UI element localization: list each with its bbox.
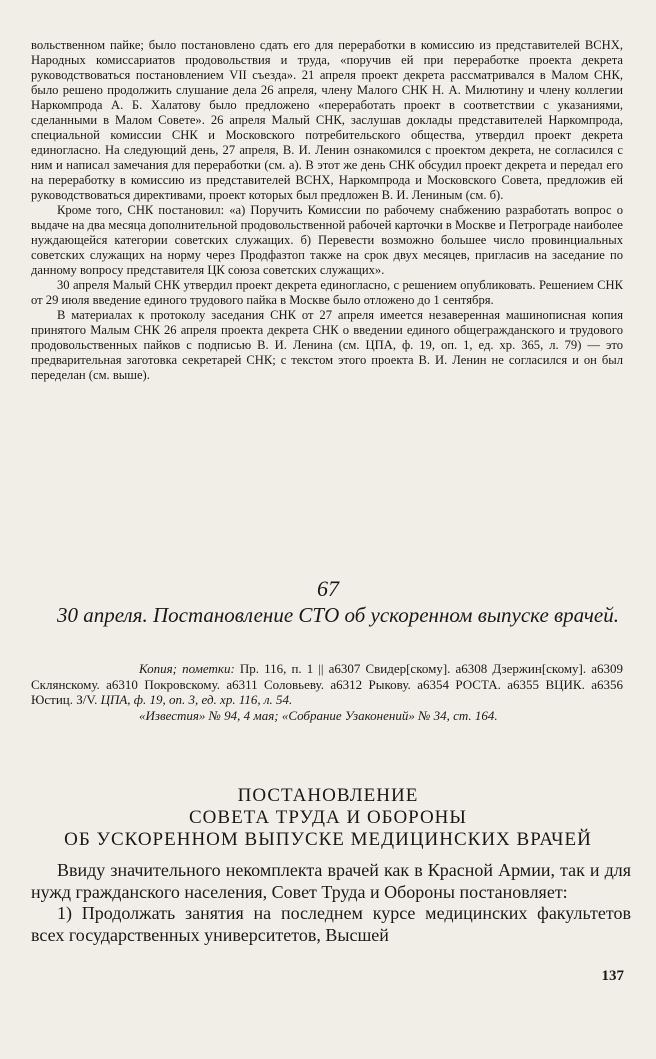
archival-note-source: ЦПА, ф. 19, оп. 3, ед. хр. 116, л. 54. — [100, 692, 293, 707]
decree-title — [0, 785, 656, 851]
archival-note-label: Копия; пометки: — [139, 661, 235, 676]
decree-paragraph-1: Ввиду значительного некомплекта врачей как в Красной Армии, так и для нужд гражданского населения, Совет Труда и Обороны постановляет: — [31, 860, 631, 902]
decree-title-line-1: ПОСТАНОВЛЕНИЕ — [237, 785, 419, 806]
archival-note-copy — [31, 661, 623, 708]
commentary-paragraph-1: вольственном пайке; было постановлено сдать его для переработки в комиссию из представителей ВСНХ, Народных комиссариатов продовольствия и труда, «поручив ей при переработке проекта декрета руководствоваться постановлением VII съезда». 21 апреля проект декрета рассматривался в Малом СНК, было решено продолжить слушание дела 26 апреля, члену Малого СНК Н. А. Милютину и члену коллегии Наркомпрода А. Б. Халатову было предложено «переработать проект в соответствии с указаниями, сделанными в Малом Совете». 26 апреля Малый СНК, заслушав доклады представителей Наркомпрода, специальной комиссии СНК и Московского потребительского общества, утвердил проект декрета единогласно. На следующий день, 27 апреля, В. И. Ленин ознакомился с проектом декрета, не согласился с ним и написал замечания для переработки (см. а). В этот же день СНК обсудил проект декрета и передал его на переработку в комиссию из представителей ВСНХ, Наркомпрода и Московского Совета, предложив ей руководствоваться директивами, проект которых был предложен В. И. Лениным (см. б). — [31, 38, 623, 202]
decree-paragraph-2: 1) Продолжать занятия на последнем курсе медицинских факультетов всех государственных университетов, Высшей — [31, 903, 631, 945]
decree-body — [31, 860, 631, 946]
decree-title-line-3: ОБ УСКОРЕННОМ ВЫПУСКЕ МЕДИЦИНСКИХ ВРАЧЕЙ — [64, 829, 592, 850]
commentary-text — [31, 38, 623, 383]
document-number: 67 — [317, 576, 339, 601]
commentary-paragraph-4: В материалах к протоколу заседания СНК от 27 апреля имеется незаверенная машинописная копия принятого Малым СНК 26 апреля проекта декрета СНК о введении единого общегражданского и трудового продовольственных пайков с подписью В. И. Ленина (см. ЦПА, ф. 19, оп. 1, ед. хр. 365, л. 79) — это предварительная заготовка секретарей СНК; с текстом этого проекта В. И. Ленин не согласился и он был переделан (см. выше). — [31, 308, 623, 382]
publication-note: «Известия» № 94, 4 мая; «Собрание Узаконений» № 34, ст. 164. — [139, 707, 498, 723]
decree-title-line-2: СОВЕТА ТРУДА И ОБОРОНЫ — [189, 807, 467, 828]
page-number: 137 — [601, 968, 624, 984]
document-heading: 30 апреля. Постановление СТО об ускоренном выпуске врачей. — [57, 603, 619, 627]
commentary-paragraph-3: 30 апреля Малый СНК утвердил проект декрета единогласно, с решением опубликовать. Решением СНК от 29 июля введение единого трудового пайка в Москве было отложено до 1 сентября. — [31, 278, 623, 307]
archival-notes — [31, 661, 623, 723]
commentary-paragraph-2: Кроме того, СНК постановил: «а) Поручить Комиссии по рабочему снабжению разработать вопрос о выдаче на два месяца дополнительной продовольственной рабочей карточки в Москве и Петрограде наиболее нуждающейся категории советских служащих. б) Перевести возможно большее число провинциальных советских служащих на норму через Продфазтоп также на срок двух месяцев, пригласив на заседание по данному вопросу представителя ЦК союза советских служащих». — [31, 203, 623, 277]
archival-note-marks: Пр. 116, п. 1 || а6307 Свидер[скому]. а6308 Дзержин[скому]. а6309 Склянскому. а6310 Покровскому. а6311 Соловьеву. а6312 Рыкову. а6354 РОСТА. а6355 ВЦИК. а6356 Юстиц. З/V. — [31, 661, 623, 707]
